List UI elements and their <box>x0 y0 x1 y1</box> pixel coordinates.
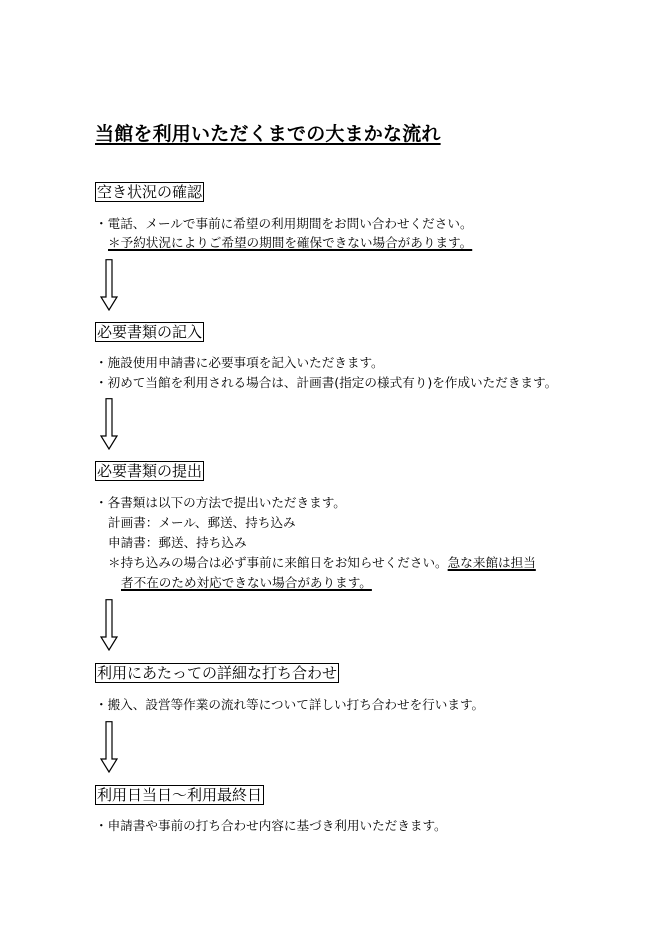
step-line: ・搬入、設営等作業の流れ等について詳しい打ち合わせを行います。 <box>95 697 485 712</box>
step-line: ・電話、メールで事前に希望の利用期間をお問い合わせください。 <box>95 216 473 231</box>
step-heading-fill-documents: 必要書類の記入 <box>97 323 203 341</box>
down-arrow-icon <box>100 721 118 773</box>
step-line: 計画書：メール、郵送、持ち込み <box>108 515 296 530</box>
step-line: ・初めて当館を利用される場合は、計画書(指定の様式有り)を作成いただきます。 <box>95 375 558 390</box>
step-note-underlined: 急な来館は担当 <box>447 555 536 570</box>
step-note-text: ＊持ち込みの場合は必ず事前に来館日をお知らせください。 <box>108 555 448 570</box>
step-note <box>108 555 536 571</box>
step-line: ・施設使用申請書に必要事項を記入いただきます。 <box>95 355 384 370</box>
down-arrow-icon <box>100 259 118 311</box>
step-heading-usage-days: 利用日当日～利用最終日 <box>97 786 263 804</box>
step-line: 申請書：郵送、持ち込み <box>108 535 247 550</box>
step-heading-availability: 空き状況の確認 <box>97 183 203 201</box>
page-title: 当館を利用いただくまでの大まかな流れ <box>95 123 441 145</box>
step-note-underlined: ＊予約状況によりご希望の期間を確保できない場合があります。 <box>108 235 473 250</box>
step-line: ・各書類は以下の方法で提出いただきます。 <box>95 495 346 510</box>
step-heading-submit-documents: 必要書類の提出 <box>97 462 203 480</box>
step-line: ・申請書や事前の打ち合わせ内容に基づき利用いただきます。 <box>95 818 447 833</box>
step-note-underlined: 者不在のため対応できない場合があります。 <box>121 575 372 590</box>
step-heading-detailed-meeting: 利用にあたっての詳細な打ち合わせ <box>97 664 338 682</box>
down-arrow-icon <box>100 398 118 450</box>
down-arrow-icon <box>100 599 118 651</box>
